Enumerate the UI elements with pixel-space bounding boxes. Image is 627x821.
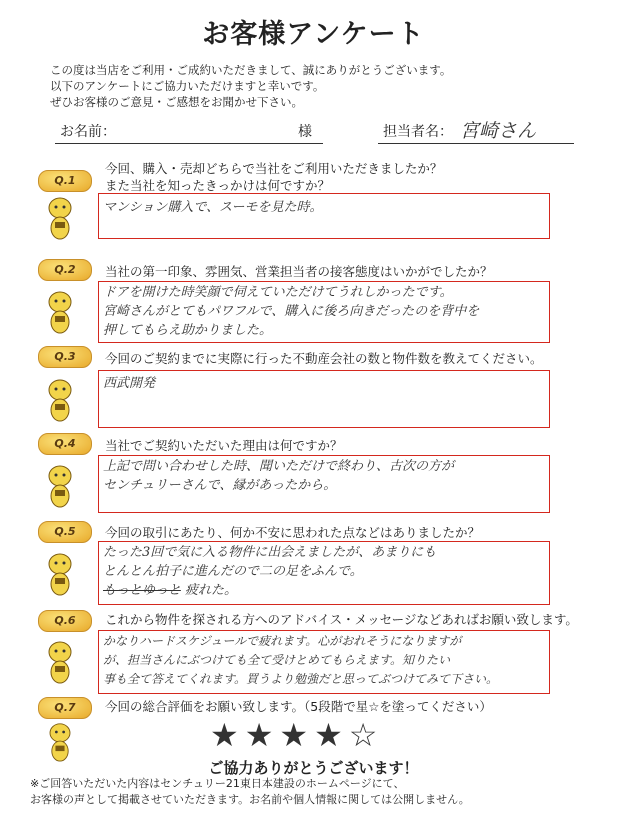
answer-box [98,630,550,694]
footnote-line: ※ご回答いただいた内容はセンチュリー21東日本建設のホームページにて、 [30,777,405,790]
answer-line: 事も全て答えてくれます。買うより勉強だと思ってぶつけてみて下さい。 [103,672,499,686]
customer-name-label: お名前： [60,124,116,140]
mascot-dog-icon [45,464,75,508]
question-badge: Q.4 [38,433,92,455]
customer-suffix: 様 [298,124,312,140]
customer-name-underline [55,143,323,144]
mascot-dog-icon [45,196,75,240]
answer-line: 宮崎さんがとてもパワフルで、購入に後ろ向きだったのを背中を [103,304,480,319]
answer-box [98,193,550,239]
mascot-dog-icon [45,640,75,684]
intro-text [50,62,451,110]
staff-name-value: 宮崎さん [460,120,537,142]
question-line: 今回のご契約までに実際に行った不動産会社の数と物件数を教えてください。 [105,351,543,366]
mascot-dog-icon [45,378,75,422]
thanks-message: ご協力ありがとうございます！ [208,759,419,777]
question-line: 今回の取引にあたり、何か不安に思われた点などはありましたか？ [105,525,481,540]
question-badge: Q.5 [38,521,92,543]
answer-line: 押してもらえ助かりました。 [103,323,273,338]
answer-box [98,541,550,605]
question-line: 今回、購入・売却どちらで当社をご利用いただきましたか？ [105,161,443,176]
struck-text: もっとゆっと [103,583,181,598]
question-line: また当社を知ったきっかけは何ですか？ [105,178,331,193]
question-text [105,611,578,628]
intro-line: 以下のアンケートにご協力いただけますと幸いです。 [50,79,325,93]
answer-line: たった3回で気に入る物件に出会えましたが、あまりにも [103,545,437,560]
answer-line: ドアを開けた時笑顔で伺えていただけてうれしかったです。 [103,285,453,300]
staff-name-underline [378,143,574,144]
rating-stars: ★★★★☆ [210,716,384,754]
question-line: これから物件を探される方へのアドバイス・メッセージなどあればお願い致します。 [105,612,578,627]
answer-line: が、担当さんにぶつけても全て受けとめてもらえます。知りたい [103,653,451,667]
question-text [105,350,543,367]
answer-line: 西武開発 [103,376,156,391]
answer-tail: 疲れた。 [185,583,238,598]
question-text [105,263,493,280]
answer-line: かなりハードスケジュールで疲れます。心がおれそうになりますが [103,634,462,648]
survey-title: お客様アンケート [202,19,425,50]
question-line: 今回の総合評価をお願い致します。（5段階で星☆を塗ってください） [105,699,492,714]
footnote [30,776,470,808]
mascot-dog-icon [45,290,75,334]
answer-line: センチュリーさんで、縁があったから。 [103,478,337,493]
answer-box [98,281,550,343]
question-line: 当社の第一印象、雰囲気、営業担当者の接客態度はいかがでしたか？ [105,264,493,279]
question-badge: Q.1 [38,170,92,192]
answer-box [98,455,550,513]
answer-line: とんとん拍子に進んだので二の足をふんで。 [103,564,363,579]
question-text [105,698,492,715]
staff-name-label: 担当者名： [383,124,453,140]
answer-line: 上記で問い合わせした時、聞いただけで終わり、古次の方が [103,459,455,474]
question-text [105,160,442,194]
answer-line [99,581,549,600]
answer-box [98,370,550,428]
intro-line: この度は当店をご利用・ご成約いただきまして、誠にありがとうございます。 [50,63,452,77]
footnote-line: お客様の声として掲載させていただきます。お名前や個人情報に関しては公開しません。 [30,793,470,806]
answer-line: マンション購入で、スーモを見た時。 [103,200,323,215]
question-line: 当社でご契約いただいた理由は何ですか？ [105,438,343,453]
question-badge: Q.7 [38,697,92,719]
question-badge: Q.3 [38,346,92,368]
mascot-dog-icon [45,552,75,596]
intro-line: ぜひお客様のご意見・ご感想をお聞かせ下さい。 [50,95,303,109]
question-badge: Q.6 [38,610,92,632]
question-text [105,437,343,454]
question-text [105,524,480,541]
question-badge: Q.2 [38,259,92,281]
